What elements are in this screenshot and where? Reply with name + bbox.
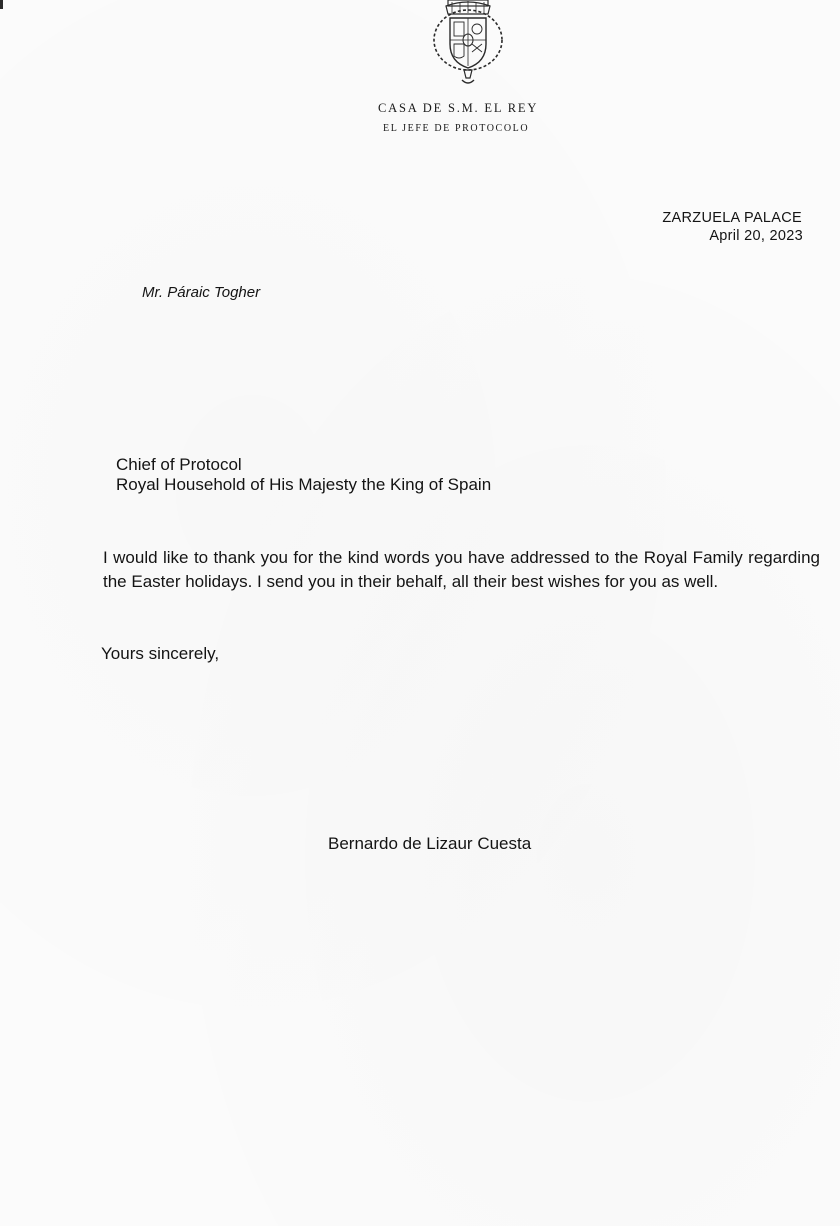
scan-mark (0, 0, 3, 9)
royal-crest-icon (428, 0, 508, 86)
letterhead-subtitle: EL JEFE DE PROTOCOLO (383, 123, 530, 134)
letter-closing: Yours sincerely, (101, 644, 220, 663)
letter-body: I would like to thank you for the kind words you have addressed to the Royal Family regarding the Easter holidays. I send you in their behalf, all their best wishes for you as well. (103, 548, 820, 591)
signatory-name: Bernardo de Lizaur Cuesta (328, 834, 532, 853)
sender-organization: Royal Household of His Majesty the King of Spain (116, 475, 492, 494)
letterhead-title: CASA DE S.M. EL REY (378, 101, 539, 115)
letter-place: ZARZUELA PALACE (662, 210, 802, 226)
recipient-name: Mr. Páraic Togher (142, 284, 261, 301)
letter-date: April 20, 2023 (709, 228, 803, 244)
sender-title: Chief of Protocol (116, 455, 242, 474)
